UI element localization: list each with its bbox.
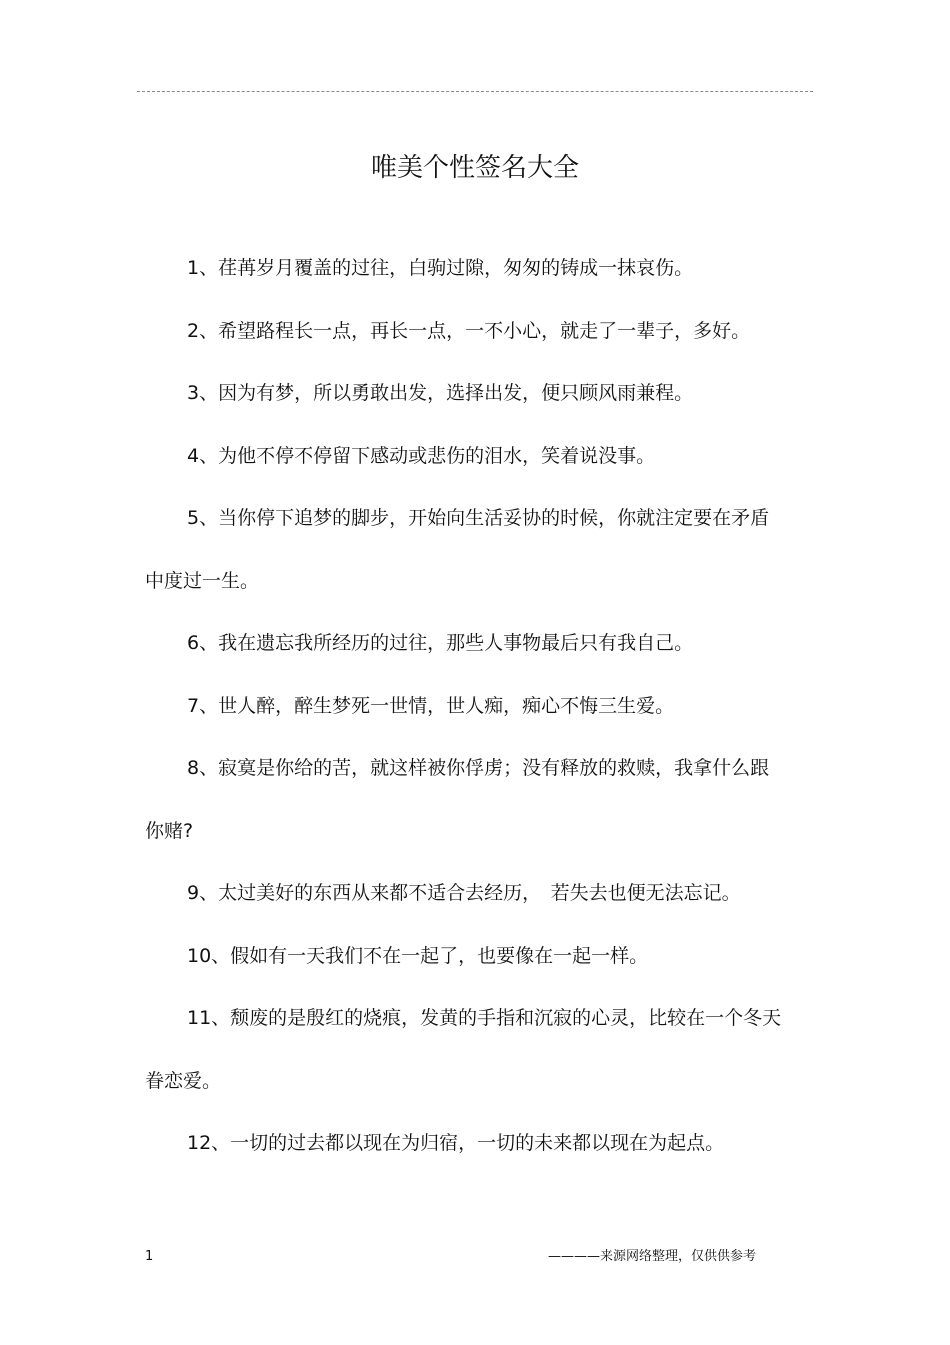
header-dashed-rule [137, 91, 813, 92]
list-item: 10、假如有一天我们不在一起了，也要像在一起一样。 [187, 944, 649, 967]
list-item: 2、希望路程长一点，再长一点，一不小心，就走了一辈子，多好。 [187, 319, 751, 342]
document-title: 唯美个性签名大全 [370, 153, 579, 183]
list-item: 9、太过美好的东西从来都不适合去经历， 若失去也便无法忘记。 [187, 882, 741, 904]
list-item: 3、因为有梦，所以勇敢出发，选择出发，便只顾风雨兼程。 [187, 382, 694, 404]
list-item: 4、为他不停不停留下感动或悲伤的泪水，笑着说没事。 [187, 444, 656, 467]
list-item: 1、荏苒岁月覆盖的过往，白驹过隙，匆匆的铸成一抹哀伤。 [187, 257, 694, 279]
list-item: 5、当你停下追梦的脚步，开始向生活妥协的时候，你就注定要在矛盾中度过一生。 [145, 507, 770, 592]
source-note: ————来源网络整理，仅供供参考 [548, 1249, 757, 1264]
list-item: 7、世人醉，醉生梦死一世情，世人痴，痴心不悔三生爱。 [187, 694, 675, 717]
list-item: 12、一切的过去都以现在为归宿，一切的未来都以现在为起点。 [187, 1132, 725, 1154]
list-item: 8、寂寞是你给的苦，就这样被你俘虏；没有释放的救赎，我拿什么跟你赌? [145, 757, 770, 842]
page-number: 1 [145, 1249, 154, 1264]
list-item: 6、我在遗忘我所经历的过往，那些人事物最后只有我自己。 [187, 632, 694, 654]
list-item: 11、颓废的是殷红的烧痕，发黄的手指和沉寂的心灵，比较在一个冬天眷恋爱。 [145, 1007, 782, 1092]
document-body [145, 237, 785, 1175]
